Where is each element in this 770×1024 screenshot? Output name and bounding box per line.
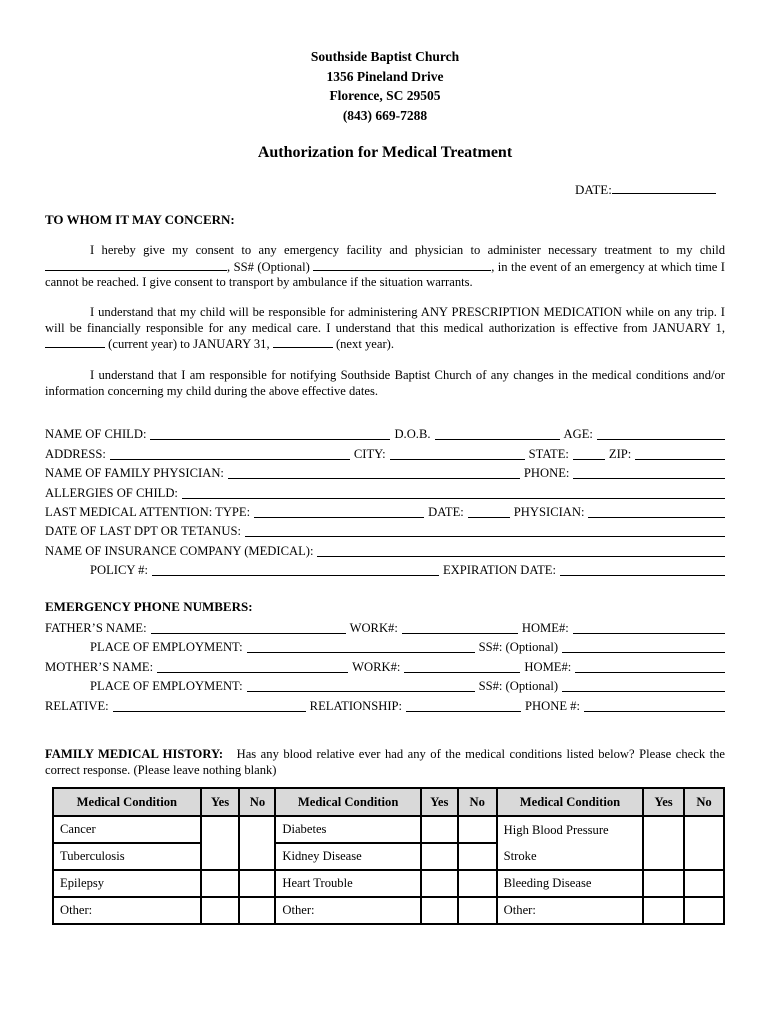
relationship-label: RELATIONSHIP: bbox=[309, 699, 403, 713]
col-condition-3: Medical Condition bbox=[497, 788, 644, 816]
father-name-label: FATHER’S NAME: bbox=[45, 621, 147, 635]
table-row bbox=[53, 843, 724, 870]
mother-ss-line[interactable] bbox=[562, 679, 725, 692]
yes-checkbox[interactable] bbox=[201, 897, 240, 924]
col-no-2: No bbox=[458, 788, 497, 816]
father-ss-label: SS#: (Optional) bbox=[478, 640, 559, 654]
mother-work-label: WORK#: bbox=[352, 660, 401, 674]
condition-cell: Tuberculosis bbox=[53, 843, 201, 870]
dob-line[interactable] bbox=[435, 427, 560, 440]
father-work-label: WORK#: bbox=[349, 621, 398, 635]
mother-row bbox=[45, 657, 725, 675]
table-row bbox=[53, 897, 724, 924]
state-label: STATE: bbox=[528, 447, 569, 461]
yes-checkbox[interactable] bbox=[201, 816, 240, 870]
allergies-line[interactable] bbox=[182, 486, 725, 499]
date-field bbox=[575, 181, 716, 198]
table-header-row bbox=[53, 788, 724, 816]
no-checkbox[interactable] bbox=[684, 816, 724, 870]
father-employment-line[interactable] bbox=[247, 640, 475, 653]
name-of-child-label: NAME OF CHILD: bbox=[45, 427, 147, 441]
father-work-line[interactable] bbox=[402, 621, 518, 634]
policy-line[interactable] bbox=[152, 563, 439, 576]
last-attention-row bbox=[45, 502, 725, 520]
emergency-heading: EMERGENCY PHONE NUMBERS: bbox=[45, 599, 253, 614]
allergies-row bbox=[45, 483, 725, 501]
mother-name-line[interactable] bbox=[157, 660, 348, 673]
allergies-label: ALLERGIES OF CHILD: bbox=[45, 486, 178, 500]
attention-date-line[interactable] bbox=[468, 505, 510, 518]
no-checkbox[interactable] bbox=[239, 816, 275, 870]
address-label: ADDRESS: bbox=[45, 447, 106, 461]
father-employment-label: PLACE OF EMPLOYMENT: bbox=[90, 640, 243, 654]
physician-name-label: NAME OF FAMILY PHYSICIAN: bbox=[45, 466, 224, 480]
yes-checkbox[interactable] bbox=[201, 870, 240, 897]
no-checkbox[interactable] bbox=[458, 870, 497, 897]
zip-line[interactable] bbox=[635, 447, 725, 460]
physician-name-line[interactable] bbox=[228, 466, 520, 479]
dpt-row bbox=[45, 521, 725, 539]
condition-cell[interactable]: Other: bbox=[497, 897, 644, 924]
mother-employment-line[interactable] bbox=[247, 679, 475, 692]
condition-cell: Heart Trouble bbox=[275, 870, 421, 897]
relative-row bbox=[45, 696, 725, 714]
condition-cell[interactable]: Other: bbox=[53, 897, 201, 924]
family-history-heading: FAMILY MEDICAL HISTORY: bbox=[45, 747, 224, 761]
father-name-line[interactable] bbox=[151, 621, 346, 634]
ss-line[interactable] bbox=[313, 259, 491, 271]
salutation: TO WHOM IT MAY CONCERN: bbox=[45, 212, 235, 227]
consent-paragraph bbox=[45, 243, 725, 291]
church-phone: (843) 669-7288 bbox=[342, 107, 428, 123]
age-line[interactable] bbox=[597, 427, 725, 440]
col-no-1: No bbox=[239, 788, 275, 816]
city-label: CITY: bbox=[353, 447, 386, 461]
attention-physician-label: PHYSICIAN: bbox=[513, 505, 585, 519]
no-checkbox[interactable] bbox=[239, 897, 275, 924]
medication-text-c: (next year). bbox=[335, 337, 394, 351]
policy-row bbox=[90, 560, 725, 578]
consent-text-b: , SS# (Optional) bbox=[227, 259, 310, 274]
mother-home-label: HOME#: bbox=[524, 660, 572, 674]
child-name-line[interactable] bbox=[45, 259, 227, 271]
yes-checkbox[interactable] bbox=[421, 843, 458, 870]
physician-phone-line[interactable] bbox=[573, 466, 725, 479]
current-year-line[interactable] bbox=[45, 336, 105, 348]
form-title: Authorization for Medical Treatment bbox=[257, 144, 513, 161]
family-history-intro bbox=[45, 746, 725, 778]
no-checkbox[interactable] bbox=[684, 897, 724, 924]
no-checkbox[interactable] bbox=[458, 843, 497, 870]
notification-paragraph: I understand that I am responsible for notifying Southside Baptist Church of any changes in the medical conditions and/or information concerning my child during the above effective dates. bbox=[45, 368, 725, 398]
no-checkbox[interactable] bbox=[684, 870, 724, 897]
consent-text-a: I hereby give my consent to any emergency facility and physician to administer necessary treatment to my child bbox=[90, 243, 725, 257]
yes-checkbox[interactable] bbox=[421, 897, 458, 924]
relative-phone-line[interactable] bbox=[584, 699, 725, 712]
medication-text-b: (current year) to JANUARY 31, bbox=[108, 337, 270, 351]
date-label: DATE: bbox=[575, 182, 612, 197]
yes-checkbox[interactable] bbox=[643, 816, 684, 870]
condition-cell: High Blood Pressure bbox=[497, 816, 644, 843]
col-condition-2: Medical Condition bbox=[275, 788, 421, 816]
yes-checkbox[interactable] bbox=[643, 897, 684, 924]
expiration-label: EXPIRATION DATE: bbox=[442, 563, 556, 577]
family-history-text: Has any blood relative ever had any of the medical conditions listed below? Please check the correct response. (Please leave nothing blank) bbox=[45, 747, 725, 777]
mother-ss-label: SS#: (Optional) bbox=[478, 679, 559, 693]
relative-line[interactable] bbox=[113, 699, 306, 712]
zip-label: ZIP: bbox=[608, 447, 632, 461]
attention-type-line[interactable] bbox=[254, 505, 424, 518]
condition-cell: Cancer bbox=[53, 816, 201, 843]
mother-name-label: MOTHER’S NAME: bbox=[45, 660, 154, 674]
date-input-line[interactable] bbox=[612, 181, 716, 194]
address-row bbox=[45, 444, 725, 462]
insurance-row bbox=[45, 541, 725, 559]
col-yes-1: Yes bbox=[201, 788, 240, 816]
col-no-3: No bbox=[684, 788, 724, 816]
physician-phone-label: PHONE: bbox=[523, 466, 570, 480]
last-dpt-label: DATE OF LAST DPT OR TETANUS: bbox=[45, 524, 241, 538]
expiration-line[interactable] bbox=[560, 563, 725, 576]
church-city: Florence, SC 29505 bbox=[329, 88, 441, 103]
physician-row bbox=[45, 463, 725, 481]
father-row bbox=[45, 618, 725, 636]
name-of-child-line[interactable] bbox=[150, 427, 390, 440]
city-line[interactable] bbox=[390, 447, 525, 460]
insurance-line[interactable] bbox=[317, 544, 725, 557]
state-line[interactable] bbox=[573, 447, 605, 460]
condition-cell: Stroke bbox=[497, 843, 644, 870]
dob-label: D.O.B. bbox=[394, 427, 431, 441]
age-label: AGE: bbox=[563, 427, 593, 441]
father-employment-row bbox=[90, 637, 725, 655]
father-ss-line[interactable] bbox=[562, 640, 725, 653]
mother-employment-label: PLACE OF EMPLOYMENT: bbox=[90, 679, 243, 693]
consent-text-c: , in the event of an emergency at which time I cannot be reached. I give consent to transport by ambulance if the situation warrants. bbox=[45, 259, 725, 289]
table-row bbox=[53, 816, 724, 843]
family-history-table bbox=[52, 787, 725, 925]
yes-checkbox[interactable] bbox=[643, 870, 684, 897]
col-condition-1: Medical Condition bbox=[53, 788, 201, 816]
relative-label: RELATIVE: bbox=[45, 699, 109, 713]
letterhead bbox=[0, 47, 770, 125]
church-name: Southside Baptist Church bbox=[310, 49, 460, 64]
col-yes-3: Yes bbox=[643, 788, 684, 816]
attention-physician-line[interactable] bbox=[588, 505, 725, 518]
medication-text-a: I understand that my child will be responsible for administering ANY PRESCRIPTION MEDICATION while on any trip. I will be financially responsible for any medical care. I understand that this medical authorization is effective from JANUARY 1, bbox=[45, 305, 725, 335]
child-name-row bbox=[45, 424, 725, 442]
medication-paragraph bbox=[45, 305, 725, 353]
condition-cell: Diabetes bbox=[275, 816, 421, 843]
next-year-line[interactable] bbox=[273, 336, 333, 348]
no-checkbox[interactable] bbox=[458, 816, 497, 843]
father-home-label: HOME#: bbox=[521, 621, 569, 635]
table-row bbox=[53, 870, 724, 897]
col-yes-2: Yes bbox=[421, 788, 458, 816]
relative-phone-label: PHONE #: bbox=[525, 699, 580, 713]
condition-cell: Kidney Disease bbox=[275, 843, 421, 870]
no-checkbox[interactable] bbox=[239, 870, 275, 897]
yes-checkbox[interactable] bbox=[421, 870, 458, 897]
relationship-line[interactable] bbox=[406, 699, 521, 712]
policy-label: POLICY #: bbox=[90, 563, 148, 577]
church-address: 1356 Pineland Drive bbox=[326, 68, 444, 84]
insurance-label: NAME OF INSURANCE COMPANY (MEDICAL): bbox=[45, 544, 314, 558]
last-dpt-line[interactable] bbox=[245, 524, 725, 537]
mother-work-line[interactable] bbox=[404, 660, 520, 673]
no-checkbox[interactable] bbox=[458, 897, 497, 924]
attention-date-label: DATE: bbox=[428, 505, 464, 519]
last-attention-label: LAST MEDICAL ATTENTION: TYPE: bbox=[45, 505, 251, 519]
mother-home-line[interactable] bbox=[575, 660, 725, 673]
address-line[interactable] bbox=[110, 447, 350, 460]
condition-cell: Bleeding Disease bbox=[497, 870, 644, 897]
condition-cell[interactable]: Other: bbox=[275, 897, 421, 924]
yes-checkbox[interactable] bbox=[421, 816, 458, 843]
father-home-line[interactable] bbox=[573, 621, 725, 634]
condition-cell: Epilepsy bbox=[53, 870, 201, 897]
mother-employment-row bbox=[90, 676, 725, 694]
